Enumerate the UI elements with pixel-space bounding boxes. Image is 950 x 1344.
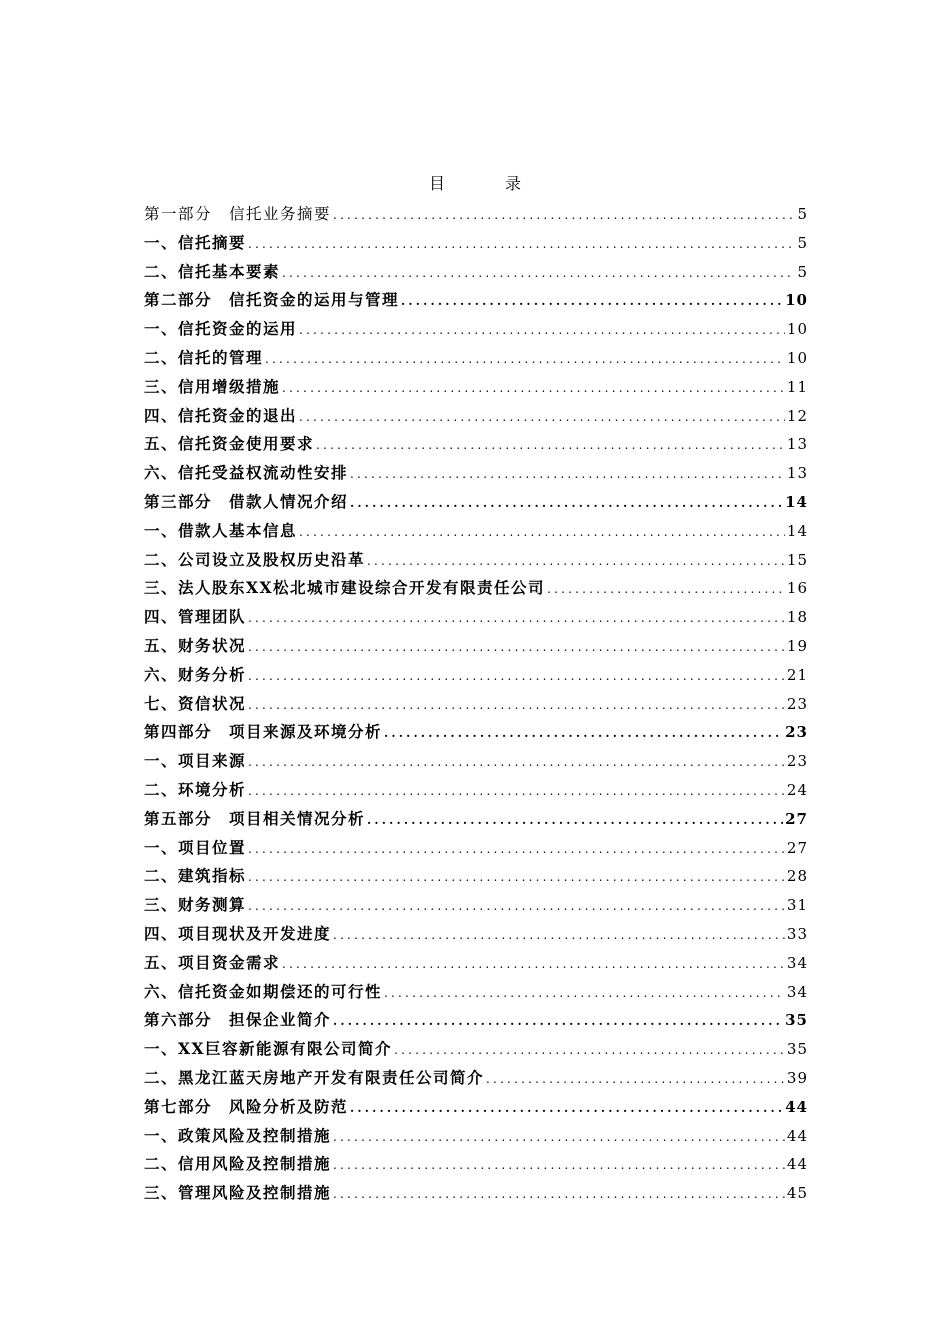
toc-entry-page-number: 19 — [786, 636, 808, 655]
toc-entry[interactable] — [144, 1150, 808, 1179]
toc-entry-page-number: 44 — [786, 1126, 808, 1145]
toc-entry-page-number: 45 — [786, 1184, 808, 1203]
toc-entry-page-number: 33 — [786, 924, 808, 943]
toc-entry-label: 七、资信状况 — [144, 693, 247, 713]
toc-entry-label: 二、信托的管理 — [144, 347, 264, 367]
toc-entry-page-number: 27 — [785, 809, 808, 828]
toc-entry[interactable] — [144, 258, 808, 287]
toc-dot-leader — [350, 460, 785, 489]
toc-entry[interactable] — [144, 459, 808, 488]
toc-entry-page-number: 28 — [786, 867, 808, 886]
toc-entry-label: 一、政策风险及控制措施 — [144, 1125, 332, 1145]
toc-entry-label: 三、财务测算 — [144, 895, 247, 915]
toc-entry-page-number: 35 — [786, 1040, 808, 1059]
toc-entry-page-number: 14 — [785, 492, 808, 511]
toc-dot-leader — [248, 892, 785, 921]
toc-entry[interactable] — [144, 286, 808, 315]
toc-entry[interactable] — [144, 776, 808, 805]
toc-dot-leader — [248, 633, 785, 662]
toc-dot-leader — [394, 1036, 785, 1065]
toc-entry-label: 一、XX巨容新能源有限公司简介 — [144, 1039, 393, 1059]
toc-dot-leader — [248, 748, 785, 777]
toc-entry-page-number: 10 — [786, 320, 808, 339]
toc-entry[interactable] — [144, 315, 808, 344]
toc-entry[interactable] — [144, 200, 808, 229]
toc-entry-label: 二、建筑指标 — [144, 866, 247, 886]
toc-entry-label: 三、管理风险及控制措施 — [144, 1183, 332, 1203]
toc-dot-leader — [316, 431, 785, 460]
toc-entry-page-number: 5 — [797, 262, 808, 281]
toc-entry-label: 五、项目资金需求 — [144, 952, 281, 972]
toc-dot-leader — [248, 777, 785, 806]
toc-entry[interactable] — [144, 949, 808, 978]
toc-entry[interactable] — [144, 920, 808, 949]
toc-entry[interactable] — [144, 747, 808, 776]
toc-entry-label: 四、项目现状及开发进度 — [144, 923, 332, 943]
toc-entry-label: 一、借款人基本信息 — [144, 520, 298, 540]
toc-dot-leader — [248, 230, 795, 259]
toc-entry-page-number: 35 — [785, 1011, 808, 1030]
toc-entry-label: 三、信用增级措施 — [144, 376, 281, 396]
toc-dot-leader — [350, 489, 783, 518]
toc-dot-leader — [248, 863, 785, 892]
toc-entry[interactable] — [144, 891, 808, 920]
toc-dot-leader — [384, 979, 785, 1008]
toc-entry-page-number: 39 — [786, 1068, 808, 1087]
toc-entry[interactable] — [144, 1006, 808, 1035]
toc-title: 目 录 — [428, 174, 543, 193]
toc-dot-leader — [367, 806, 783, 835]
toc-entry-page-number: 21 — [786, 665, 808, 684]
toc-dot-leader — [265, 345, 785, 374]
toc-dot-leader — [367, 547, 785, 576]
toc-entry-label: 二、黑龙江蓝天房地产开发有限责任公司简介 — [144, 1067, 485, 1087]
toc-entry-label: 四、管理团队 — [144, 607, 247, 627]
toc-entry-page-number: 15 — [786, 550, 808, 569]
toc-entry-page-number: 5 — [797, 205, 808, 223]
toc-dot-leader — [282, 374, 785, 403]
toc-entry[interactable] — [144, 402, 808, 431]
toc-dot-leader — [333, 201, 795, 230]
toc-entry-label: 第三部分 借款人情况介绍 — [144, 491, 349, 511]
toc-entry-page-number: 16 — [786, 579, 808, 598]
toc-entry[interactable] — [144, 978, 808, 1007]
toc-entry[interactable] — [144, 546, 808, 575]
toc-entry[interactable] — [144, 430, 808, 459]
toc-dot-leader — [282, 950, 785, 979]
toc-entry-label: 二、公司设立及股权历史沿革 — [144, 549, 366, 569]
toc-dot-leader — [486, 1065, 785, 1094]
toc-entry[interactable] — [144, 661, 808, 690]
toc-entry[interactable] — [144, 1093, 808, 1122]
toc-entry[interactable] — [144, 574, 808, 603]
toc-dot-leader — [333, 921, 785, 950]
toc-dot-leader — [299, 518, 785, 547]
toc-entry-label: 第七部分 风险分析及防范 — [144, 1096, 349, 1116]
toc-entry-label: 二、信用风险及控制措施 — [144, 1154, 332, 1174]
toc-dot-leader — [350, 1094, 783, 1123]
toc-dot-leader — [248, 662, 785, 691]
toc-entry-page-number: 23 — [786, 694, 808, 713]
toc-entry-page-number: 13 — [786, 435, 808, 454]
toc-entry-label: 二、信托基本要素 — [144, 261, 281, 281]
toc-entry-label: 一、项目位置 — [144, 837, 247, 857]
toc-entry[interactable] — [144, 805, 808, 834]
toc-entry-page-number: 23 — [786, 752, 808, 771]
toc-entry-page-number: 10 — [786, 348, 808, 367]
toc-entry-page-number: 27 — [786, 838, 808, 857]
toc-entry-label: 六、财务分析 — [144, 664, 247, 684]
toc-dot-leader — [333, 1007, 783, 1036]
toc-dot-leader — [547, 575, 785, 604]
toc-dot-leader — [333, 1180, 785, 1209]
toc-entry[interactable] — [144, 862, 808, 891]
toc-entry[interactable] — [144, 373, 808, 402]
toc-entry-label: 四、信托资金的退出 — [144, 405, 298, 425]
toc-entry-page-number: 31 — [786, 896, 808, 915]
toc-entry-label: 第五部分 项目相关情况分析 — [144, 808, 366, 828]
table-of-contents — [144, 200, 808, 1208]
toc-entry-page-number: 13 — [786, 464, 808, 483]
toc-entry-page-number: 34 — [786, 982, 808, 1001]
toc-entry-label: 第一部分 信托业务摘要 — [144, 205, 332, 223]
toc-entry-label: 第四部分 项目来源及环境分析 — [144, 722, 383, 742]
toc-entry[interactable] — [144, 718, 808, 747]
toc-entry-label: 一、信托资金的运用 — [144, 319, 298, 339]
toc-entry-page-number: 44 — [786, 1155, 808, 1174]
toc-entry[interactable] — [144, 1122, 808, 1151]
toc-entry[interactable] — [144, 834, 808, 863]
toc-entry[interactable] — [144, 690, 808, 719]
toc-entry[interactable] — [144, 517, 808, 546]
toc-entry[interactable] — [144, 488, 808, 517]
toc-entry[interactable] — [144, 603, 808, 632]
toc-dot-leader — [384, 719, 783, 748]
toc-entry-page-number: 14 — [786, 521, 808, 540]
toc-entry-page-number: 11 — [786, 377, 808, 396]
toc-entry[interactable] — [144, 1035, 808, 1064]
toc-entry-label: 二、环境分析 — [144, 779, 247, 799]
toc-dot-leader — [282, 259, 795, 288]
toc-dot-leader — [248, 691, 785, 720]
toc-entry-label: 五、财务状况 — [144, 635, 247, 655]
toc-entry-label: 六、信托资金如期偿还的可行性 — [144, 981, 383, 1001]
toc-entry-page-number: 5 — [797, 233, 808, 252]
toc-entry-label: 一、项目来源 — [144, 751, 247, 771]
toc-entry-label: 第六部分 担保企业简介 — [144, 1010, 332, 1030]
toc-dot-leader — [333, 1123, 785, 1152]
toc-dot-leader — [248, 604, 785, 633]
toc-dot-leader — [248, 835, 785, 864]
toc-entry-page-number: 10 — [785, 291, 808, 310]
toc-entry-label: 三、法人股东XX松北城市建设综合开发有限责任公司 — [144, 578, 546, 598]
toc-entry-label: 六、信托受益权流动性安排 — [144, 463, 349, 483]
toc-entry-page-number: 12 — [786, 406, 808, 425]
toc-entry-page-number: 18 — [786, 608, 808, 627]
toc-entry[interactable] — [144, 344, 808, 373]
toc-dot-leader — [299, 316, 785, 345]
toc-dot-leader — [299, 403, 785, 432]
toc-entry[interactable] — [144, 1064, 808, 1093]
toc-entry-page-number: 23 — [785, 723, 808, 742]
toc-dot-leader — [333, 1151, 785, 1180]
toc-entry-page-number: 34 — [786, 953, 808, 972]
toc-entry-label: 第二部分 信托资金的运用与管理 — [144, 290, 400, 310]
toc-entry[interactable] — [144, 1179, 808, 1208]
toc-dot-leader — [401, 287, 783, 316]
toc-entry-page-number: 24 — [786, 780, 808, 799]
toc-entry[interactable] — [144, 229, 808, 258]
toc-entry-page-number: 44 — [785, 1097, 808, 1116]
toc-entry[interactable] — [144, 632, 808, 661]
toc-entry-label: 五、信托资金使用要求 — [144, 434, 315, 454]
toc-entry-label: 一、信托摘要 — [144, 232, 247, 252]
